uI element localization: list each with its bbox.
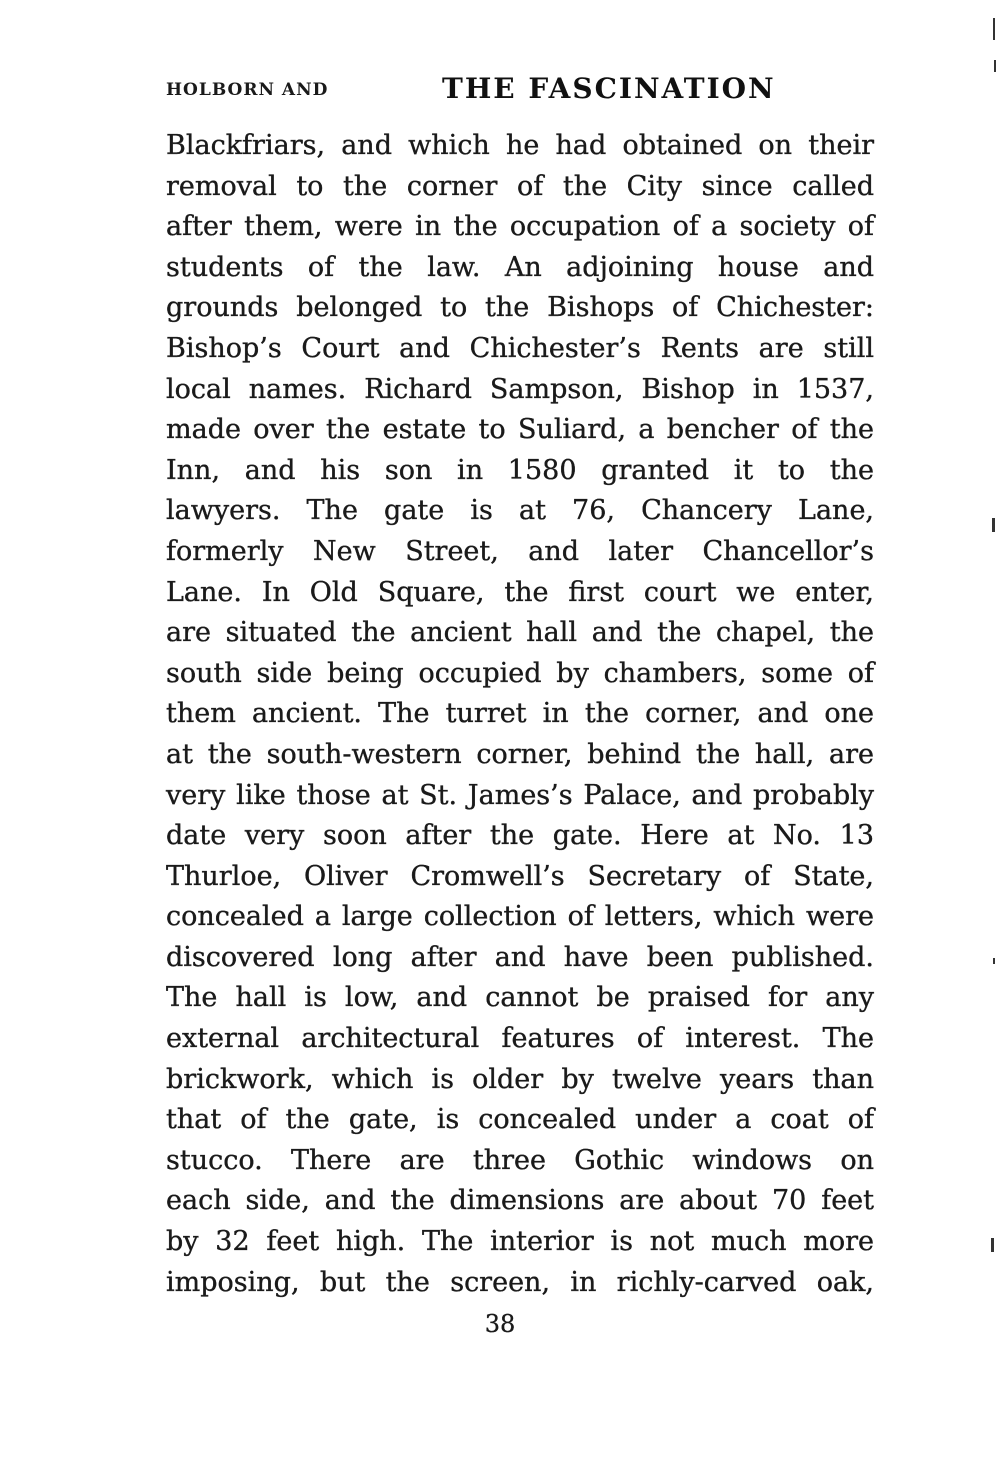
text-line: imposing, but the screen, in richly-carved oak, [166,1266,874,1298]
text-line: lawyers. The gate is at 76, Chancery Lane, [166,495,874,527]
text-line: made over the estate to Suliard, a bencher of the [166,414,874,446]
scan-edge-mark [991,1238,994,1252]
scan-edge-mark [994,60,996,72]
running-head-left: HOLBORN AND [166,80,329,100]
scan-edge-mark [992,518,995,532]
text-line: are situated the ancient hall and the chapel, the [166,617,874,649]
text-line: that of the gate, is concealed under a coat of [166,1104,874,1136]
text-line: south side being occupied by chambers, some of [166,657,874,689]
running-head-right: THE FASCINATION [442,72,776,105]
page-number: 38 [484,1310,516,1338]
text-line: removal to the corner of the City since called [166,170,874,202]
text-line: by 32 feet high. The interior is not much more [166,1226,874,1258]
text-line: after them, were in the occupation of a society of [166,211,874,243]
text-line: very like those at St. James’s Palace, and probably [166,779,874,811]
text-line: them ancient. The turret in the corner, and one [166,698,874,730]
text-line: each side, and the dimensions are about 70 feet [166,1185,874,1217]
running-head [166,72,876,112]
text-line: students of the law. An adjoining house and [166,251,874,283]
text-line: Bishop’s Court and Chichester’s Rents are still [166,332,874,364]
text-line: Thurloe, Oliver Cromwell’s Secretary of State, [166,860,874,892]
body-text [166,126,874,1303]
text-line: Inn, and his son in 1580 granted it to the [166,454,874,486]
text-line: local names. Richard Sampson, Bishop in 1537, [166,373,874,405]
text-line: date very soon after the gate. Here at No. 13 [166,820,874,852]
text-line: Blackfriars, and which he had obtained on their [166,130,874,161]
text-line: external architectural features of interest. The [166,1023,874,1055]
text-line: stucco. There are three Gothic windows on [166,1144,874,1176]
text-line: grounds belonged to the Bishops of Chichester: [166,292,874,324]
text-line: discovered long after and have been published. [166,941,874,973]
text-line: The hall is low, and cannot be praised for any [166,982,874,1014]
scan-edge-mark [993,958,995,964]
text-line: at the south-western corner, behind the hall, are [166,738,874,770]
text-line: concealed a large collection of letters, which were [166,901,874,933]
text-line: brickwork, which is older by twelve years than [166,1063,874,1095]
scan-edge-mark [993,18,995,40]
text-line: Lane. In Old Square, the first court we enter, [166,576,874,608]
text-line: formerly New Street, and later Chancellor’s [166,535,874,567]
